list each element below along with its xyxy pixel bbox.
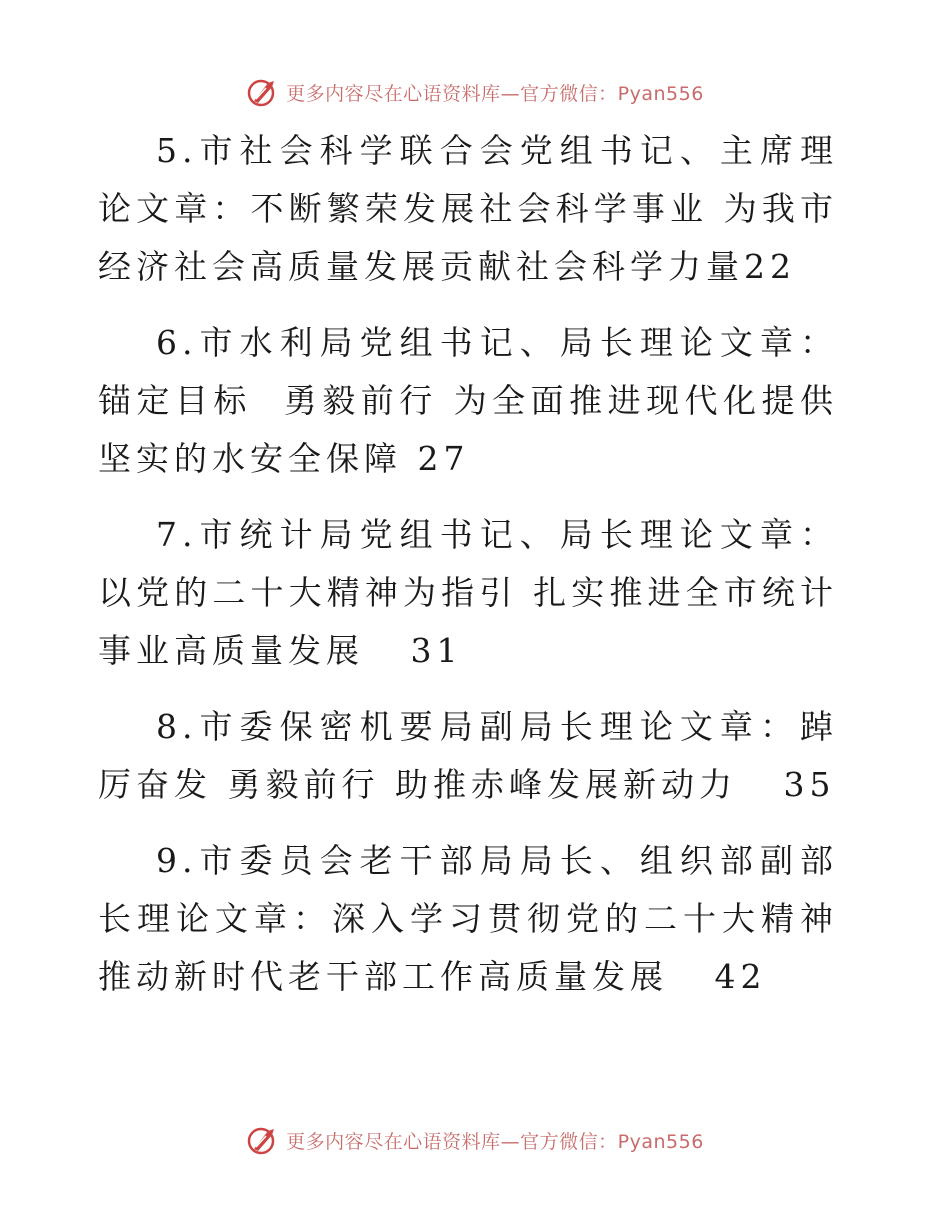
toc-entry-6: 6.市水利局党组书记、局长理论文章：锚定目标 勇毅前行 为全面推进现代化提供坚实的水安全保障 27: [98, 323, 838, 478]
table-of-contents: [98, 122, 854, 1024]
footer-banner: [0, 1120, 950, 1160]
toc-entry-8: 8.市委保密机要局副局长理论文章：踔厉奋发 勇毅前行 助推赤峰发展新动力 35: [98, 707, 838, 804]
header-banner: [0, 72, 950, 112]
toc-entry-5: 5.市社会科学联合会党组书记、主席理论文章：不断繁荣发展社会科学事业 为我市经济社会高质量发展贡献社会科学力量22: [98, 131, 838, 286]
footer-banner-text: 更多内容尽在心语资料库—官方微信：Pyan556: [286, 1130, 704, 1153]
toc-entry-9: 9.市委员会老干部局局长、组织部副部长理论文章：深入学习贯彻党的二十大精神 推动新时代老干部工作高质量发展 42: [98, 841, 854, 996]
toc-entry-7: 7.市统计局党组书记、局长理论文章：以党的二十大精神为指引 扎实推进全市统计事业高质量发展 31: [98, 515, 838, 670]
pen-nib-logo-icon: [246, 75, 280, 109]
header-banner-text: 更多内容尽在心语资料库—官方微信：Pyan556: [286, 82, 704, 105]
pen-nib-logo-icon: [246, 1123, 280, 1157]
